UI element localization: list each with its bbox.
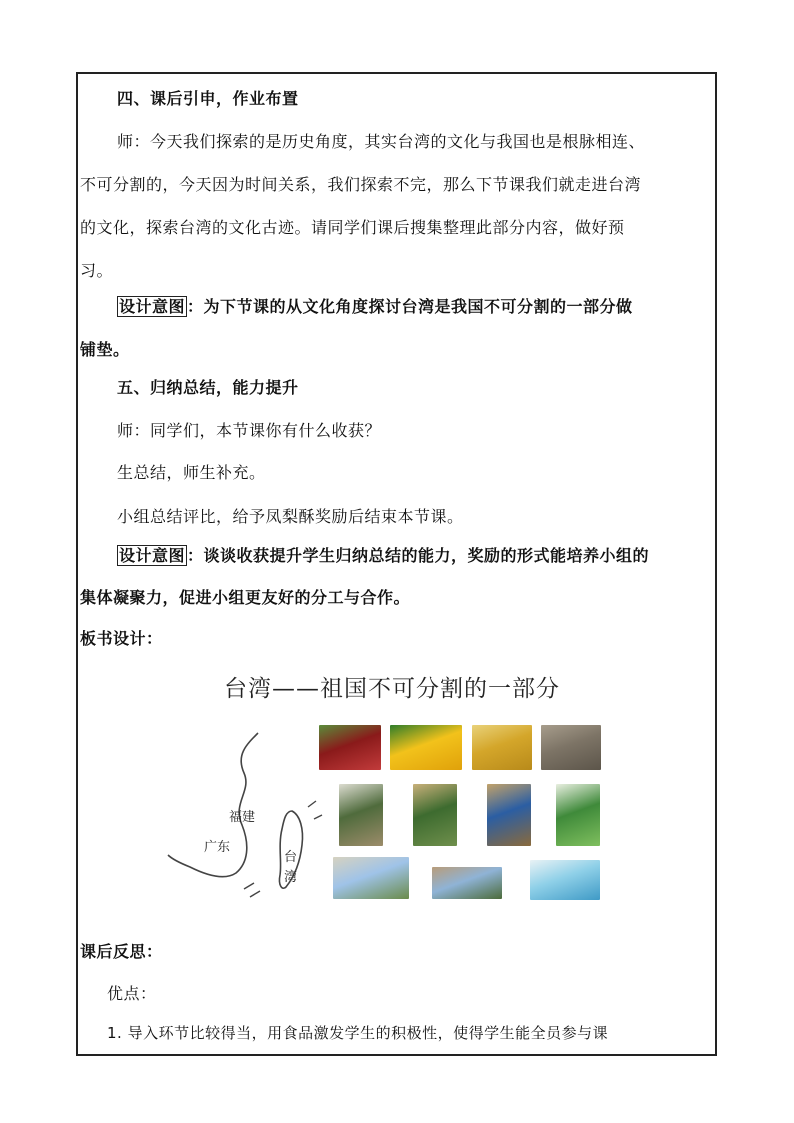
- coast-dash-1: [308, 801, 316, 807]
- rice-photo: [472, 725, 532, 770]
- design-intent-label: 设计意图: [119, 297, 186, 316]
- section4-heading: 四、课后引申，作业布置: [117, 89, 299, 108]
- section4-teacher-line-1: 师：今天我们探索的是历史角度，其实台湾的文化与我国也是根脉相连、: [117, 132, 646, 151]
- section4-teacher-line-4: 习。: [80, 261, 114, 280]
- wax-apple-photo: [319, 725, 381, 770]
- page-frame-bottom: [76, 1054, 717, 1056]
- board-label: 板书设计：: [80, 629, 163, 648]
- map-label-fujian: 福建: [229, 810, 256, 825]
- pineapple-photo: [390, 725, 462, 770]
- map-label-taiwan-1: 台: [284, 850, 298, 865]
- section5-design-line-1: [117, 544, 749, 568]
- reflection-item-1: 1. 导入环节比较得当，用食品激发学生的积极性，使得学生能全员参与课: [107, 1024, 609, 1042]
- section4-design-line-2: 铺垫。: [80, 340, 130, 359]
- design-intent-text: ：为下节课的从文化角度探讨台湾是我国不可分割的一部分做: [187, 297, 633, 316]
- board-title: 台湾——祖国不可分割的一部分: [224, 676, 560, 702]
- tea-garden-photo: [556, 784, 600, 846]
- student-scene-5-photo: [432, 867, 502, 899]
- section5-line-3: 小组总结评比，给予凤梨酥奖励后结束本节课。: [117, 507, 464, 526]
- section4-teacher-line-2: 不可分割的，今天因为时间关系，我们探索不完，那么下节课我们就走进台湾: [80, 175, 642, 194]
- section4-teacher-line-3: 的文化，探索台湾的文化古迹。请同学们课后搜集整理此部分内容，做好预: [80, 218, 625, 237]
- coast-dash-2: [314, 815, 322, 819]
- student-scene-4-photo: [333, 857, 409, 899]
- design-intent-label: 设计意图: [119, 546, 186, 565]
- section4-design-line-1: [117, 295, 749, 319]
- reflection-label: 课后反思：: [80, 942, 163, 961]
- student-scene-2-photo: [413, 784, 457, 846]
- map-label-guangdong: 广东: [204, 840, 231, 855]
- section5-design-line-2: 集体凝聚力，促进小组更友好的分工与合作。: [80, 588, 411, 607]
- map-label-taiwan-2: 湾: [284, 870, 298, 885]
- section5-line-2: 生总结，师生补充。: [117, 463, 266, 482]
- lake-scene-photo: [530, 860, 600, 900]
- stone-photo: [541, 725, 601, 770]
- section5-heading: 五、归纳总结，能力提升: [117, 378, 299, 397]
- design-intent-text: ：谈谈收获提升学生归纳总结的能力，奖励的形式能培养小组的: [187, 546, 650, 565]
- coast-dash-3: [244, 883, 254, 889]
- merits-label: 优点：: [107, 984, 157, 1003]
- mainland-coastline: [168, 733, 258, 877]
- student-scene-1-photo: [339, 784, 383, 846]
- coast-dash-4: [250, 891, 260, 897]
- section5-line-1: 师：同学们，本节课你有什么收获？: [117, 421, 382, 440]
- student-scene-3-photo: [487, 784, 531, 846]
